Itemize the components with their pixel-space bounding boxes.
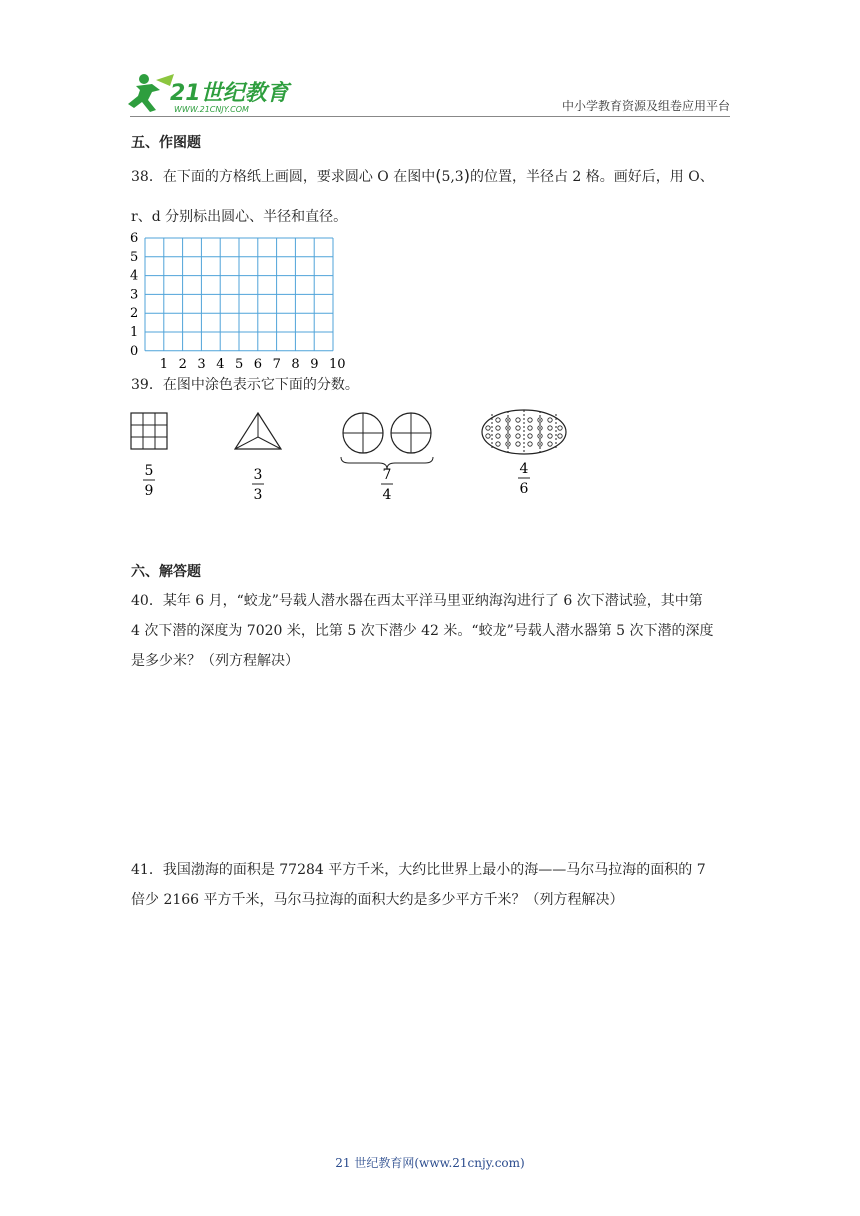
ellipse-dot xyxy=(516,442,520,446)
fraction-shapes xyxy=(125,405,585,505)
grid-x-label: 2 xyxy=(178,356,187,368)
ellipse-dot xyxy=(496,426,500,430)
ellipse-dot xyxy=(528,426,532,430)
grid-x-label: 1 xyxy=(159,356,169,368)
grid-y-label: 5 xyxy=(130,249,139,265)
grid-x-label: 10 xyxy=(329,356,346,368)
grid-x-label: 5 xyxy=(235,356,244,368)
dotted-ellipse-shape xyxy=(482,410,566,454)
ellipse-dot xyxy=(548,442,552,446)
ellipse-dot xyxy=(496,418,500,422)
grid-x-label: 9 xyxy=(310,356,319,368)
section-title-5: 五、作图题 xyxy=(131,135,201,151)
square-grid-shape xyxy=(131,413,167,449)
header-divider xyxy=(130,116,730,117)
ellipse-dot xyxy=(516,434,520,438)
ellipse-dot xyxy=(548,426,552,430)
logo-url-text: WWW.21CNJY.COM xyxy=(174,105,249,114)
fraction-1-numerator: 5 xyxy=(144,463,154,479)
ellipse-dot xyxy=(528,434,532,438)
section-title-6: 六、解答题 xyxy=(131,564,201,580)
question-40 xyxy=(131,586,731,676)
grid-y-label: 2 xyxy=(130,306,139,322)
fraction-4-denominator: 6 xyxy=(519,481,529,497)
grid-y-label: 4 xyxy=(130,268,139,284)
grid-x-label: 3 xyxy=(197,356,206,368)
ellipse-dot xyxy=(516,426,520,430)
q40-line1: 40．某年 6 月，“蛟龙”号载人潜水器在西太平洋马里亚纳海沟进行了 6 次下潜试验，其中第 xyxy=(131,593,703,609)
q38-coordinate: 5,3 xyxy=(441,169,464,185)
fraction-1-denominator: 9 xyxy=(144,483,154,499)
ellipse-dot xyxy=(558,426,562,430)
coordinate-grid xyxy=(128,228,348,368)
fraction-2-numerator: 3 xyxy=(253,467,263,483)
grid-y-label: 3 xyxy=(130,287,139,303)
q40-line3: 是多少米？（列方程解决） xyxy=(131,653,299,669)
q41-line2: 倍少 2166 平方千米，马尔马拉海的面积大约是多少平方千米？（列方程解决） xyxy=(131,892,624,908)
q41-line1: 41．我国渤海的面积是 77284 平方千米，大约比世界上最小的海——马尔马拉海的面积的 7 xyxy=(131,862,706,878)
question-41 xyxy=(131,855,731,915)
grid-x-label: 8 xyxy=(291,356,300,368)
footer-text: 21 世纪教育网(www.21cnjy.com) xyxy=(335,1156,525,1170)
ellipse-dot xyxy=(516,418,520,422)
logo-text: 21世纪教育 xyxy=(170,81,289,106)
fraction-3-numerator: 7 xyxy=(382,467,392,483)
site-logo xyxy=(122,70,302,116)
ellipse-dot xyxy=(528,442,532,446)
ellipse-dot xyxy=(496,434,500,438)
ellipse-dot xyxy=(486,426,490,430)
triangle-shape xyxy=(235,413,281,449)
ellipse-dot xyxy=(548,434,552,438)
fraction-4-numerator: 4 xyxy=(519,461,529,477)
grid-y-label: 6 xyxy=(130,231,139,246)
grid-y-label: 1 xyxy=(130,325,139,340)
ellipse-dot xyxy=(528,418,532,422)
q38-line1: 38．在下面的方格纸上画圆，要求圆心 O 在图中(5,3)的位置，半径占 2 格。画好后，用 O、 xyxy=(131,166,714,185)
ellipse-dot xyxy=(548,418,552,422)
ellipse-dot xyxy=(558,434,562,438)
grid-x-label: 6 xyxy=(253,356,263,368)
fraction-3-denominator: 4 xyxy=(382,487,392,503)
grid-x-label: 7 xyxy=(272,356,281,368)
question-39: 39．在图中涂色表示它下面的分数。 xyxy=(131,377,359,393)
fraction-2-denominator: 3 xyxy=(253,487,263,503)
question-38 xyxy=(131,162,731,231)
grid-y-label: 0 xyxy=(130,343,139,359)
header-platform-text: 中小学教育资源及组卷应用平台 xyxy=(561,99,730,113)
q38-line2: r、d 分别标出圆心、半径和直径。 xyxy=(131,209,348,225)
q40-line2: 4 次下潜的深度为 7020 米，比第 5 次下潜少 42 米。“蛟龙”号载人潜水器第 5 次下潜的深度 xyxy=(131,623,714,639)
ellipse-dot xyxy=(486,434,490,438)
two-circles-shape xyxy=(341,413,433,469)
grid-x-label: 4 xyxy=(216,356,225,368)
ellipse-dot xyxy=(496,442,500,446)
